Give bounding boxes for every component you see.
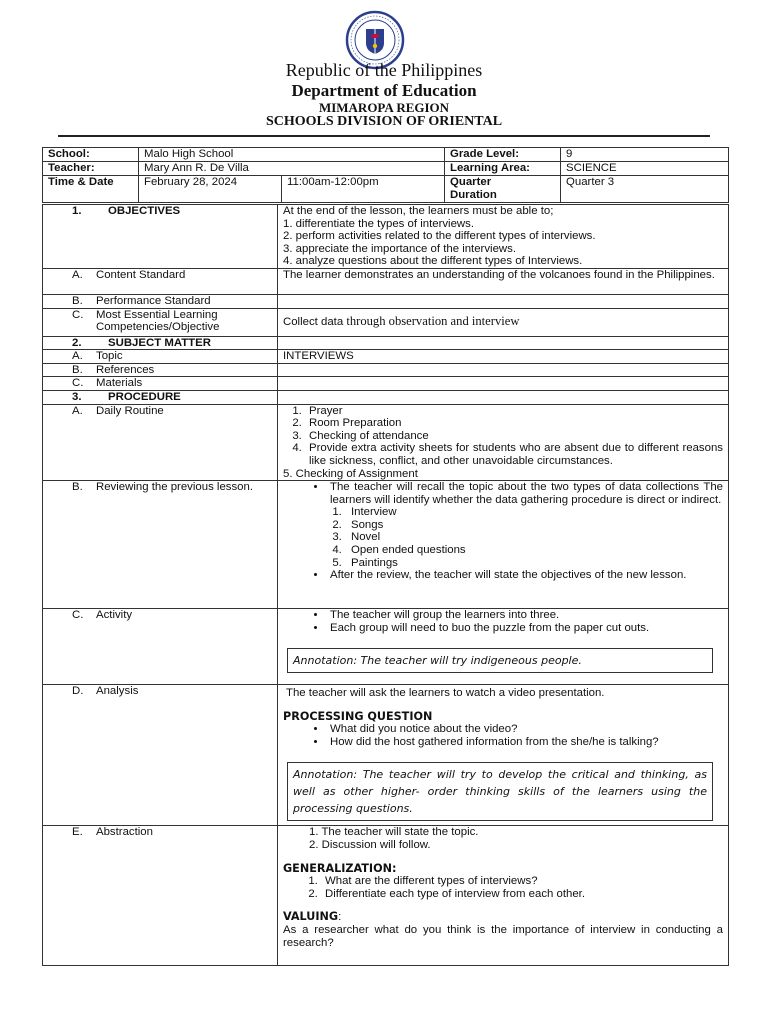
activity-annotation: Annotation: The teacher will try indigeneous people.	[287, 648, 713, 673]
objectives-row	[43, 205, 729, 269]
valuing-text: As a researcher what do you think is the importance of interview in conducting a research?	[283, 924, 723, 949]
grade-label: Grade Level:	[445, 148, 561, 162]
header-division: SCHOOLS DIVISION OF ORIENTAL	[265, 114, 503, 129]
subject-matter-row	[43, 336, 729, 350]
content-standard-row	[43, 268, 729, 294]
analysis-row	[43, 685, 729, 826]
time-value: 11:00am-12:00pm	[282, 176, 445, 203]
procedure-heading: 3. PROCEDURE	[43, 390, 278, 404]
activity-row	[43, 609, 729, 685]
references-label: B. References	[43, 363, 278, 377]
header-divider	[58, 135, 710, 137]
melc-text: Collect data through observation and interview	[278, 308, 729, 336]
processing-question-title: PROCESSING QUESTION	[283, 709, 433, 723]
abstraction-content: 1. The teacher will state the topic. 2. Discussion will follow. GENERALIZATION: 1. What are the different types of interviews? 2. Differentiate each type of interview from each other. VALUING: As a researcher what do you think is the importance of interview in conducting a research?	[278, 826, 729, 966]
daily-routine-row	[43, 404, 729, 481]
objectives-heading: 1. OBJECTIVES	[43, 205, 278, 269]
performance-standard-text	[278, 294, 729, 308]
abstraction-label: E. Abstraction	[43, 826, 278, 966]
quarter-value: Quarter 3	[561, 176, 729, 203]
topic-row	[43, 350, 729, 364]
references-row	[43, 363, 729, 377]
generalization-title: GENERALIZATION:	[283, 861, 397, 875]
procedure-row	[43, 390, 729, 404]
valuing-title: VALUING:	[283, 910, 342, 924]
objectives-content: At the end of the lesson, the learners must be able to; 1. differentiate the types of interviews. 2. perform activities related to the different types of interviews. 3. appreciate the importance of the interviews. 4. analyze questions about the different types of Interviews.	[278, 205, 729, 269]
header-republic: Republic of the Philippines	[285, 60, 483, 80]
daily-routine-label: A. Daily Routine	[43, 404, 278, 481]
teacher-label: Teacher:	[43, 162, 139, 176]
quarter-label: Quarter Duration	[445, 176, 561, 203]
review-row	[43, 481, 729, 609]
date-value: February 28, 2024	[139, 176, 282, 203]
area-value: SCIENCE	[561, 162, 729, 176]
content-standard-label: A. Content Standard	[43, 268, 278, 294]
lesson-plan-table	[42, 204, 729, 966]
header-region: MIMAROPA REGION	[318, 100, 450, 115]
header-department: Department of Education	[291, 81, 477, 100]
topic-label: A. Topic	[43, 350, 278, 364]
topic-value: INTERVIEWS	[278, 350, 729, 364]
materials-label: C. Materials	[43, 377, 278, 391]
activity-label: C. Activity	[43, 609, 278, 685]
analysis-label: D. Analysis	[43, 685, 278, 826]
review-content: • The teacher will recall the topic about the two types of data collections The learners will identify whether the data gathering procedure is direct or indirect. 1. Interview 2. Songs 3. Novel 4. Open ended questions 5. Paintings • After the review, the teacher will state the objectives of the new lesson.	[278, 481, 729, 609]
teacher-value: Mary Ann R. De Villa	[139, 162, 445, 176]
performance-standard-label: B. Performance Standard	[43, 294, 278, 308]
materials-row	[43, 377, 729, 391]
content-standard-text: The learner demonstrates an understanding of the volcanoes found in the Philippines.	[278, 268, 729, 294]
melc-row	[43, 308, 729, 336]
school-value: Malo High School	[139, 148, 445, 162]
subject-heading: 2. SUBJECT MATTER	[43, 336, 278, 350]
info-table	[42, 147, 729, 203]
daily-routine-content: 1. Prayer 2. Room Preparation 3. Checking of attendance 4. Provide extra activity sheets for students who are absent due to different reasons like sickness, conflict, and other unavoidable circumstances. 5. Checking of Assignment	[278, 404, 729, 481]
analysis-annotation: Annotation: The teacher will try to develop the critical and thinking, as well as other higher- order thinking skills of the learners using the processing questions.	[287, 762, 713, 821]
grade-value: 9	[561, 148, 729, 162]
activity-content: • The teacher will group the learners into three. • Each group will need to buo the puzzle from the paper cut outs. Annotation: The teacher will try indigeneous people.	[278, 609, 729, 685]
melc-label: C. Most Essential Learning Competencies/Objective	[43, 308, 278, 336]
school-label: School:	[43, 148, 139, 162]
area-label: Learning Area:	[445, 162, 561, 176]
review-label: B. Reviewing the previous lesson.	[43, 481, 278, 609]
analysis-content: The teacher will ask the learners to watch a video presentation. PROCESSING QUESTION • What did you notice about the video? • How did the host gathered information from the she/he is talking? Annotation: The teacher will try to develop the critical and thinking, as well as other higher- order thinking skills of the learners using the processing questions.	[278, 685, 729, 826]
abstraction-row	[43, 826, 729, 966]
performance-standard-row	[43, 294, 729, 308]
time-date-label: Time & Date	[43, 176, 139, 203]
